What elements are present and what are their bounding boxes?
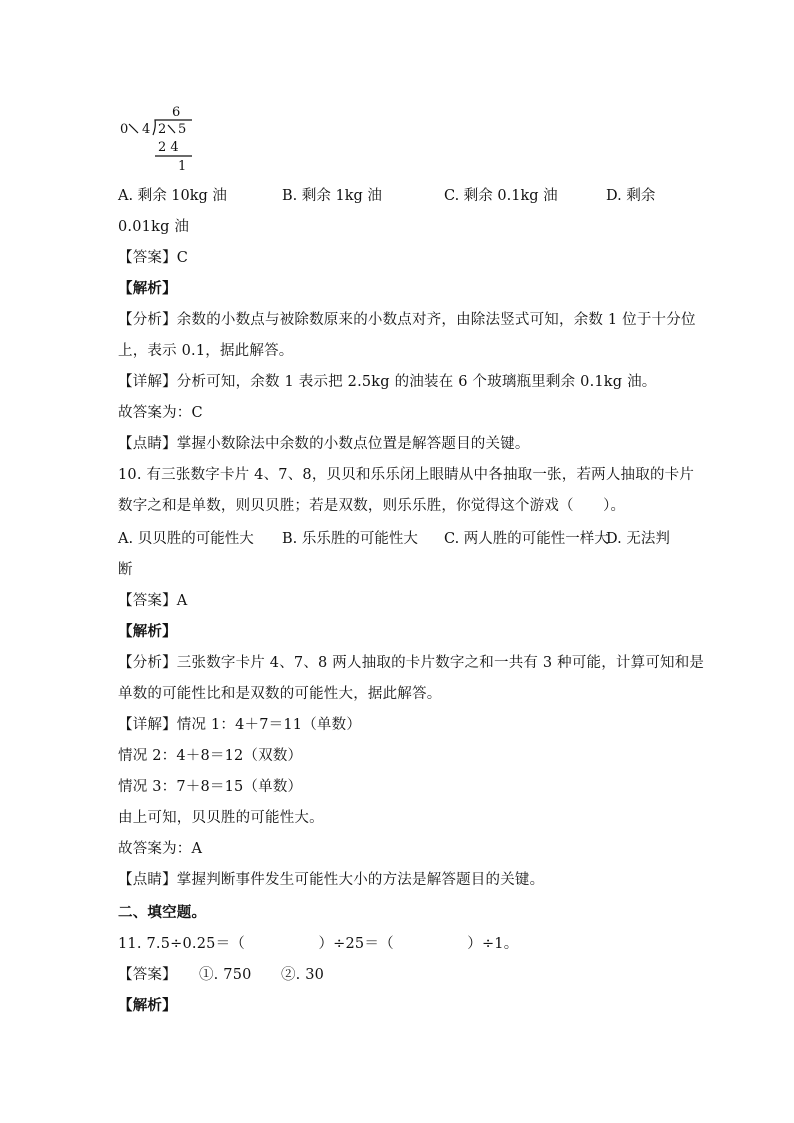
dividend-right-digit: 5 [178,122,187,137]
q9-option-a: A. 剩余 10kg 油 [118,188,227,204]
dividend-left-digit: 2 [158,122,167,137]
long-division-svg [118,100,208,176]
section2-title: 二、填空题。 [118,904,207,921]
q10-answer: 【答案】A [118,593,188,609]
q10-option-a: A. 贝贝胜的可能性大 [118,531,254,547]
q10-case2: 情况 2：4＋8＝12（双数） [118,748,303,764]
q9-fenxi-line2: 上，表示 0.1，据此解答。 [118,343,294,359]
q11-answer: 【答案】 ①. 750 ②. 30 [118,967,325,983]
q10-analysis-title: 【解析】 [118,623,177,640]
q10-fenxi-line2: 单数的可能性比和是双数的可能性大，据此解答。 [118,686,442,702]
q10-stem-line2: 数字之和是单数，则贝贝胜；若是双数，则乐乐胜，你觉得这个游戏（ ）。 [118,498,626,514]
q9-final-answer: 故答案为：C [118,405,203,421]
remainder-digit: 1 [178,159,187,174]
long-division-figure [118,100,208,176]
q9-analysis-title: 【解析】 [118,280,177,297]
q9-answer: 【答案】C [118,250,189,266]
dividend-strike-mark [168,125,175,133]
q10-dianjing: 【点睛】掌握判断事件发生可能性大小的方法是解答题目的关键。 [118,872,545,888]
q10-option-d: D. 无法判 [606,531,670,547]
q10-option-b: B. 乐乐胜的可能性大 [282,531,418,547]
q9-fenxi-line1: 【分析】余数的小数点与被除数原来的小数点对齐，由除法竖式可知，余数 1 位于十分位 [118,312,696,328]
q10-case3: 情况 3：7＋8＝15（单数） [118,779,303,795]
quotient-digit: 6 [172,105,181,120]
q9-xiangjie: 【详解】分析可知，余数 1 表示把 2.5kg 的油装在 6 个玻璃瓶里剩余 0.1kg 油。 [118,374,657,390]
q9-option-d-continued: 0.01kg 油 [118,219,190,235]
divisor-left-digit: 0 [120,122,129,137]
q10-option-d-continued: 断 [118,562,133,578]
q10-case1: 【详解】情况 1：4＋7＝11（单数） [118,717,362,733]
q9-dianjing: 【点睛】掌握小数除法中余数的小数点位置是解答题目的关键。 [118,436,530,452]
q10-final-answer: 故答案为：A [118,841,203,857]
divisor-strike-mark [129,124,138,133]
product-row: 2 4 [158,140,179,155]
q9-option-c: C. 剩余 0.1kg 油 [444,188,558,204]
q10-conclusion: 由上可知，贝贝胜的可能性大。 [118,810,324,826]
divisor-right-digit: 4 [142,122,151,137]
q11-stem: 11. 7.5÷0.25＝（ ）÷25＝（ ）÷1。 [118,936,519,952]
q10-option-c: C. 两人胜的可能性一样大 [444,531,609,547]
q10-fenxi-line1: 【分析】三张数字卡片 4、7、8 两人抽取的卡片数字之和一共有 3 种可能，计算可知和是 [118,655,705,671]
q11-analysis-title: 【解析】 [118,997,177,1014]
q9-option-d: D. 剩余 [606,188,656,204]
q10-stem-line1: 10. 有三张数字卡片 4、7、8，贝贝和乐乐闭上眼睛从中各抽取一张，若两人抽取的卡片 [118,467,695,483]
q9-option-b: B. 剩余 1kg 油 [282,188,382,204]
